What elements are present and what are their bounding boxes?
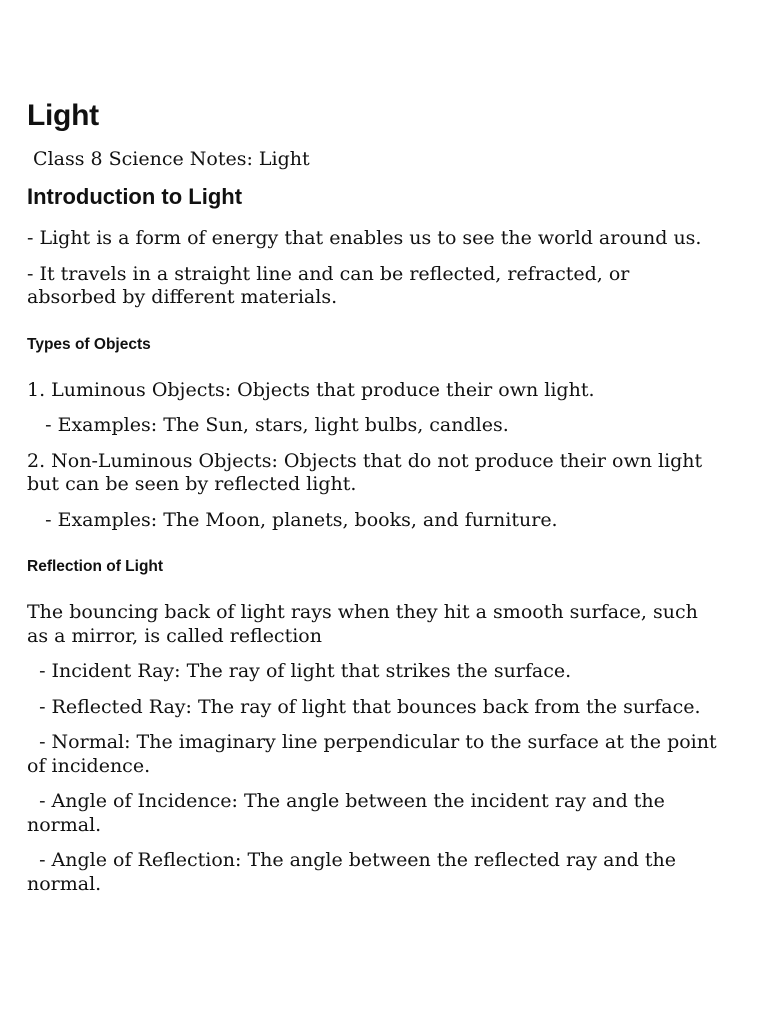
document-page — [27, 96, 723, 908]
paragraph: - It travels in a straight line and can be reflected, refracted, or absorbed by different materials. — [27, 262, 636, 308]
list-item: - Reflected Ray: The ray of light that bounces back from the surface. — [27, 695, 701, 718]
page-title: Light — [27, 99, 99, 132]
paragraph: - Light is a form of energy that enables us to see the world around us. — [27, 227, 702, 249]
section-heading-reflection: Reflection of Light — [27, 558, 164, 575]
section-heading-types: Types of Objects — [27, 335, 151, 353]
paragraph: The bouncing back of light rays when they hit a smooth surface, such as a mirror, is called reflection — [27, 601, 704, 647]
list-item: - Examples: The Moon, planets, books, and furniture. — [27, 508, 558, 531]
list-item: - Angle of Reflection: The angle between the reflected ray and the normal. — [27, 849, 683, 895]
list-item: - Examples: The Sun, stars, light bulbs, candles. — [27, 414, 509, 436]
list-item: - Angle of Incidence: The angle between the incident ray and the normal. — [27, 790, 671, 836]
list-item: 2. Non-Luminous Objects: Objects that do not produce their own light but can be seen by reflected light. — [27, 449, 709, 495]
section-introduction — [27, 182, 717, 310]
page-subtitle: Class 8 Science Notes: Light — [27, 148, 310, 170]
list-item: - Normal: The imaginary line perpendicular to the surface at the point of incidence. — [27, 731, 723, 777]
section-reflection — [27, 556, 723, 896]
list-item: - Incident Ray: The ray of light that strikes the surface. — [27, 660, 572, 682]
list-item: 1. Luminous Objects: Objects that produce their own light. — [27, 378, 595, 401]
section-types-of-objects — [27, 334, 717, 533]
section-heading-introduction: Introduction to Light — [27, 184, 243, 209]
